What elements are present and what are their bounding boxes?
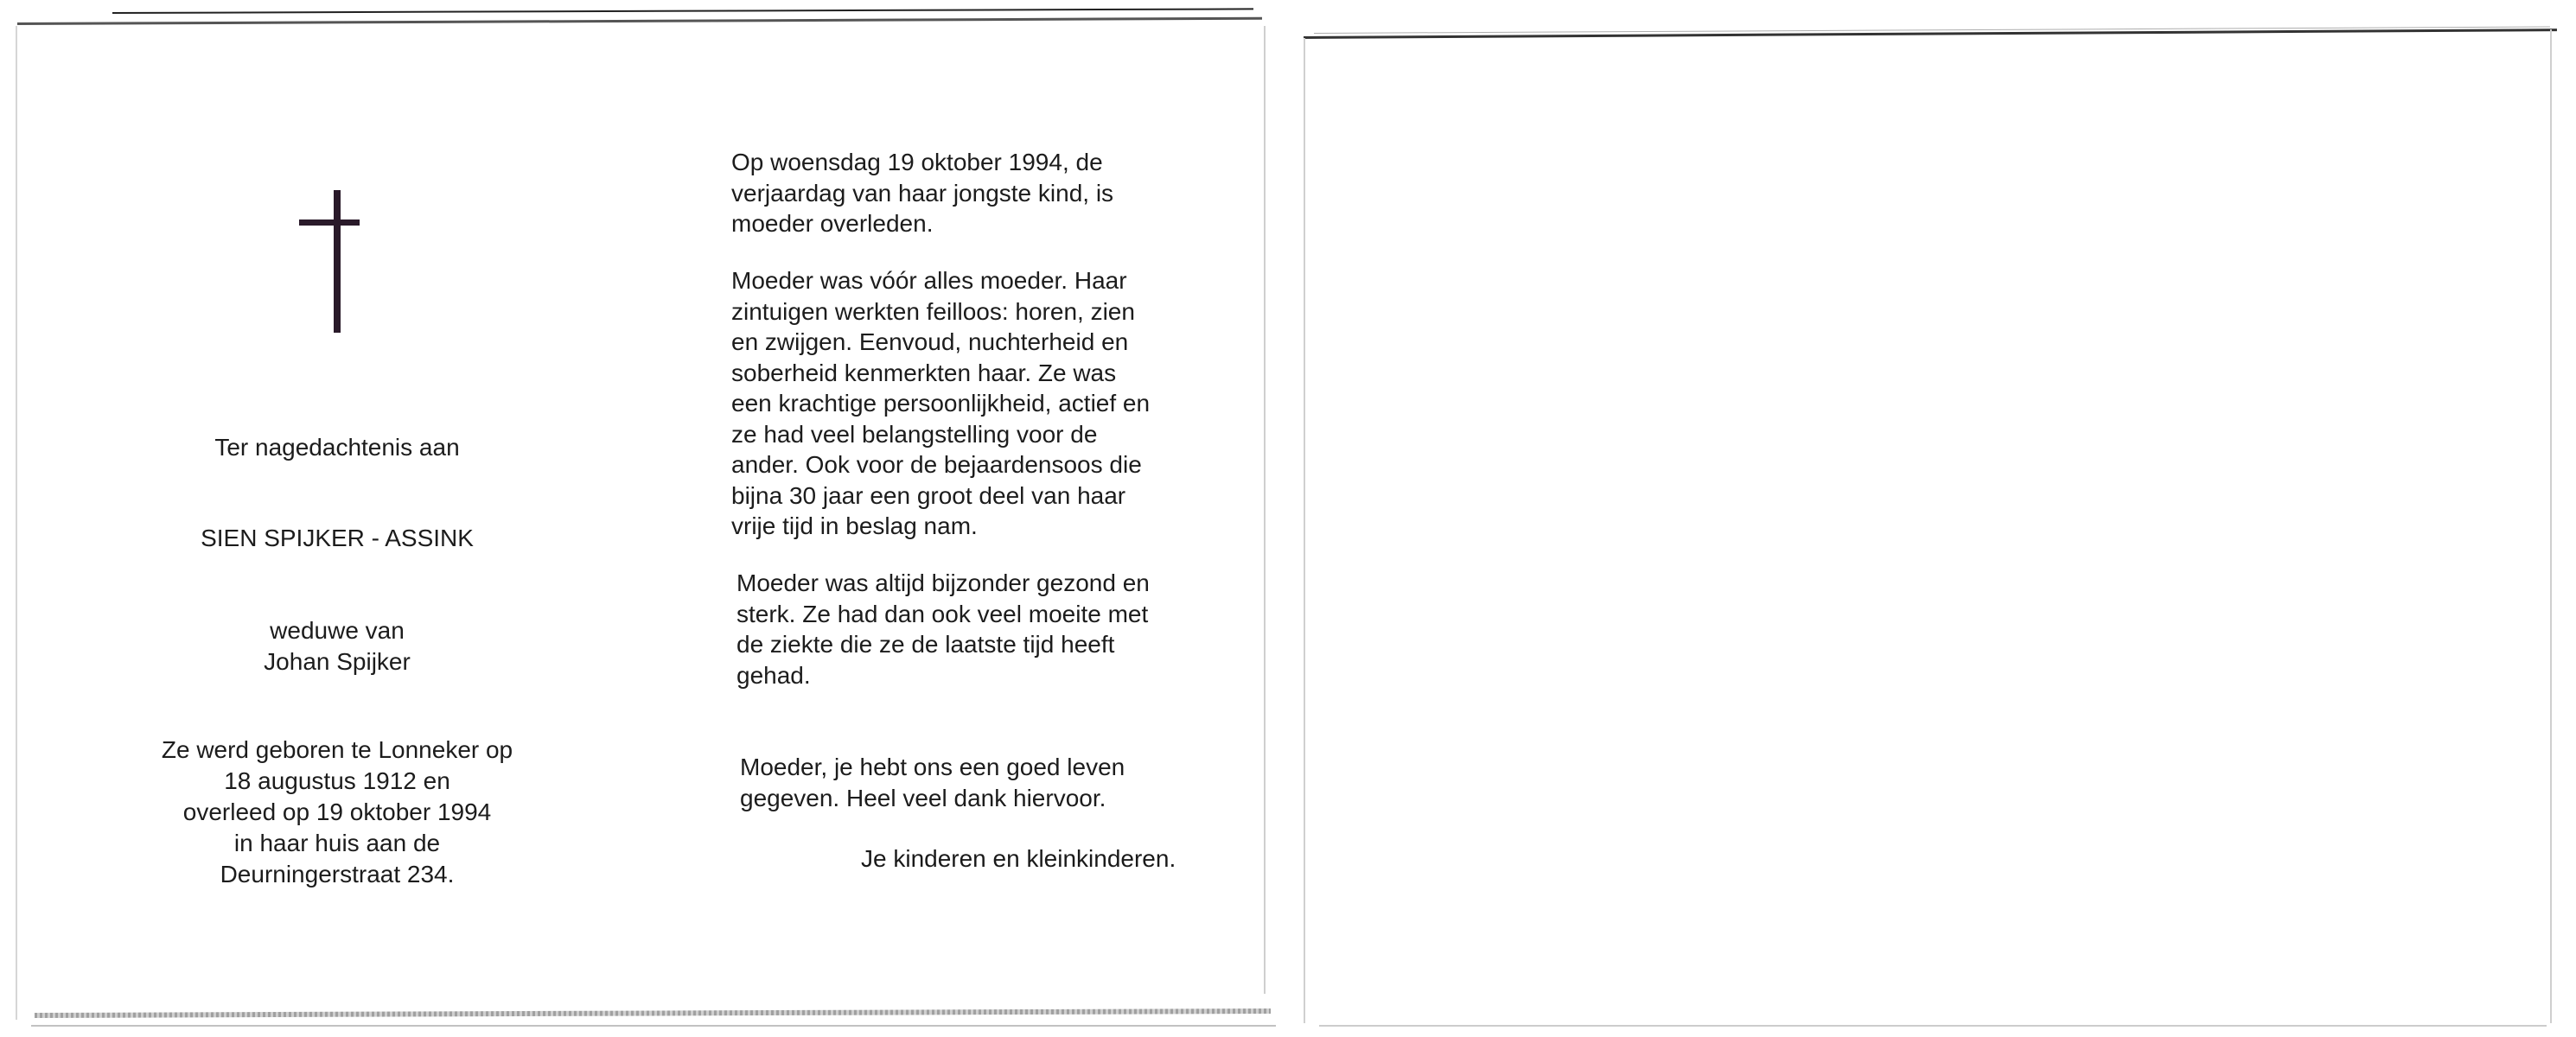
blank-card-edge-right — [2550, 29, 2552, 1023]
paragraph-health — [736, 568, 1221, 690]
closing-signature: Je kinderen en kleinkinderen. — [861, 845, 1176, 872]
card-edge-top-shadow — [112, 8, 1253, 14]
spouse-name: Johan Spijker — [264, 648, 411, 675]
memorial-intro-text: Ter nagedachtenis aan — [214, 434, 460, 461]
paragraph-character — [731, 265, 1215, 542]
text-line: gegeven. Heel veel dank hiervoor. — [740, 784, 1106, 811]
text-line: Moeder was altijd bijzonder gezond en — [736, 569, 1150, 596]
text-line: moeder overleden. — [731, 210, 934, 237]
birth-death-details — [104, 735, 571, 890]
blank-card-edge-left — [1304, 38, 1305, 1023]
text-line: soberheid kenmerkten haar. Ze was — [731, 359, 1117, 386]
blank-card-edge-bottom — [1319, 1025, 2547, 1027]
text-line: een krachtige persoonlijkheid, actief en — [731, 390, 1151, 417]
text-line: Op woensdag 19 oktober 1994, de — [731, 149, 1103, 175]
text-line: ander. Ook voor de bejaardensoos die — [731, 451, 1142, 478]
text-line: vrije tijd in beslag nam. — [731, 512, 978, 539]
text-line: zintuigen werkten feilloos: horen, zien — [731, 297, 1135, 325]
text-line: sterk. Ze had dan ook veel moeite met — [736, 600, 1149, 627]
widow-line: weduwe van — [270, 617, 405, 644]
memorial-intro — [121, 432, 553, 463]
card-edge-right — [1264, 26, 1266, 994]
detail-line: Deurningerstraat 234. — [220, 861, 455, 887]
paragraph-death-announcement — [731, 147, 1215, 239]
text-line: verjaardag van haar jongste kind, is — [731, 179, 1114, 207]
text-line: bijna 30 jaar een groot deel van haar — [731, 481, 1126, 509]
deceased-name — [121, 523, 553, 554]
latin-cross-icon — [299, 190, 360, 333]
widow-of — [121, 615, 553, 678]
card-edge-bottom-shadow — [31, 1025, 1276, 1027]
text-line: gehad. — [736, 661, 811, 689]
card-edge-left — [16, 26, 17, 1020]
deceased-name-text: SIEN SPIJKER - ASSINK — [201, 525, 474, 551]
text-line: Moeder was vóór alles moeder. Haar — [731, 267, 1127, 294]
detail-line: overleed op 19 oktober 1994 — [182, 798, 492, 825]
paragraph-thanks — [740, 752, 1224, 813]
detail-line: 18 augustus 1912 en — [224, 767, 450, 794]
detail-line: Ze werd geboren te Lonneker op — [161, 736, 513, 763]
text-line: de ziekte die ze de laatste tijd heeft — [736, 631, 1115, 658]
detail-line: in haar huis aan de — [233, 830, 441, 856]
text-line: ze had veel belangstelling voor de — [731, 420, 1098, 448]
text-line: en zwijgen. Eenvoud, nuchterheid en — [731, 328, 1129, 355]
text-line: Moeder, je hebt ons een goed leven — [740, 754, 1125, 780]
